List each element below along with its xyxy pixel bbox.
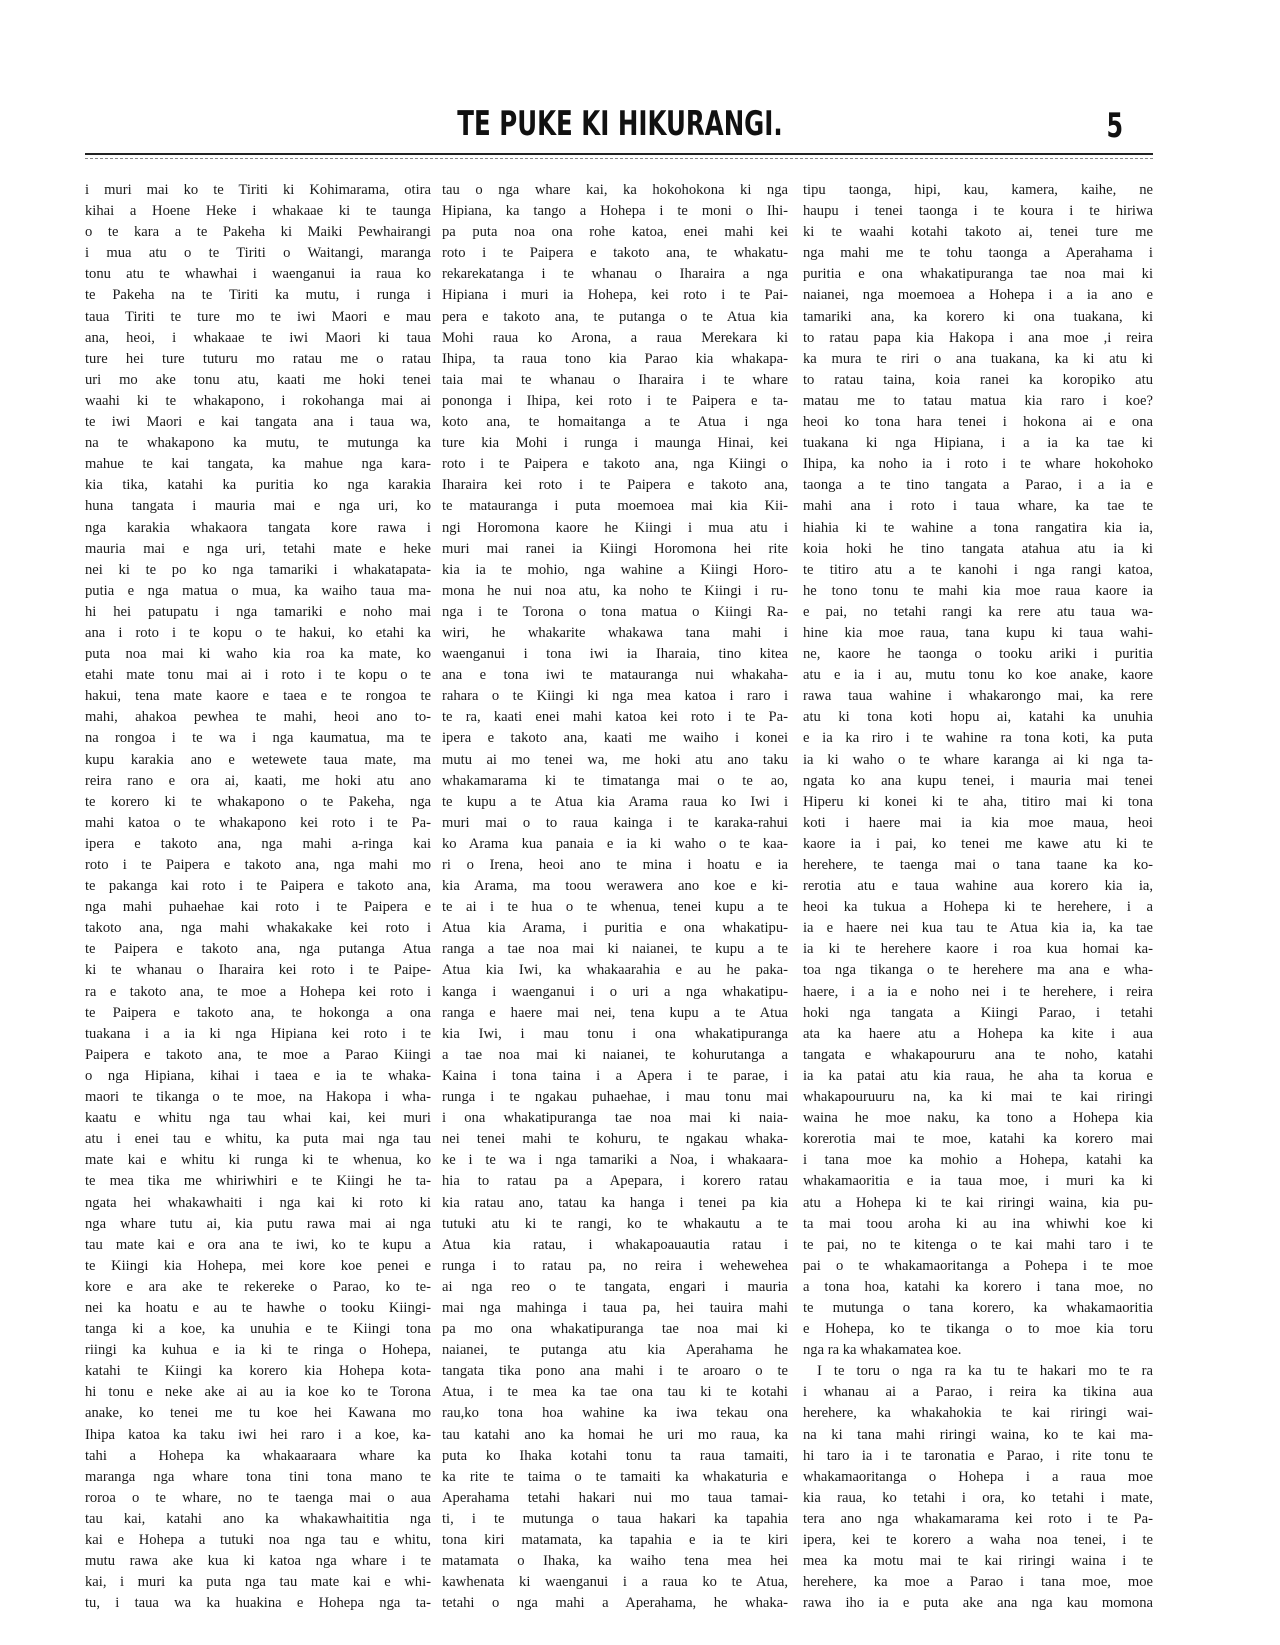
text-line: rawa taua wahine i whakarongo mai, ka rere: [803, 688, 1153, 705]
text-line: mutu ai mo tenei wa, me hoki atu ano taku: [442, 751, 788, 768]
text-line: he tono tonu te mahi kia moe raua kaore ia: [803, 582, 1153, 599]
text-line: mahi, ahakoa pewhea te mahi, heoi ano to-: [85, 709, 431, 726]
text-line: hi tonu e neke ake ai au ia koe ko te Torona: [85, 1384, 431, 1401]
text-line: pai o te whakamaoritanga a Pohepa i te moe: [803, 1257, 1153, 1274]
text-line: puta noa mai ki waho kia roa ka mate, ko: [85, 646, 431, 663]
text-line: kia Iwi, i mau tonu i ona whakatipuranga: [442, 1025, 788, 1042]
text-line: Atua kia ratau, i whakapoauautia ratau i: [442, 1236, 788, 1253]
text-line: rawa iho ia e puta ake ana nga kau momona: [803, 1595, 1153, 1612]
text-line: mahi katoa o te whakapono kei roto i te Pa-: [85, 814, 431, 831]
text-line: a tona hoa, katahi ka korero i tana moe, no: [803, 1278, 1153, 1295]
text-line: Mohi raua ko Arona, a raua Merekara ki: [442, 329, 788, 346]
text-line: ka rite te taima o te tamaiti ka whakaturia e: [442, 1468, 788, 1485]
text-line: nga i te Torona o tona matua o Kiingi Ra-: [442, 603, 788, 620]
text-line: katahi te Kiingi ka korero kia Hohepa kota-: [85, 1363, 431, 1380]
text-line: tanga ki a koe, ka unuhia e te Kiingi tona: [85, 1321, 431, 1338]
text-line: ia ki te herehere kaore i roa kua homai ka-: [803, 941, 1153, 958]
text-line: mahi ana i roto i taua whare, ka tae te: [803, 498, 1153, 515]
text-line: atu i enei tau e whitu, ka puta mai nga tau: [85, 1131, 431, 1148]
text-line: uri mo ake tonu atu, kaati me hoki tenei: [85, 371, 431, 388]
text-line: ngi Horomona kaore he Kiingi i mua atu i: [442, 519, 788, 536]
text-line: kawhenata ki waenganui i a raua ko te Atua,: [442, 1574, 788, 1591]
text-line: kai e Hohepa a tutuki noa nga tau e whitu,: [85, 1532, 431, 1548]
text-line: koia hoki he tino tangata atahua atu ia ki: [803, 540, 1153, 557]
text-line: Aperahama tetahi hakari nui mo taua tamai-: [442, 1489, 788, 1506]
text-line: ranga a tae noa mai ki naianei, te kupu a te: [442, 941, 788, 958]
text-line: atu a Hohepa ki te kai riringi waina, kia pu-: [803, 1194, 1153, 1211]
newspaper-title: TE PUKE KI HIKURANGI.: [457, 104, 783, 144]
text-line: ti, i te mutunga o taua hakari ka tapahia: [442, 1510, 788, 1527]
text-line: kia ratau ano, tatau ka hanga i tenei pa kia: [442, 1194, 788, 1211]
text-column-2: [442, 180, 788, 1614]
text-line: kaatu e whitu nga tau whai kai, kei muri: [85, 1110, 431, 1127]
text-line: pa mo ona whakatipuranga tae noa mai ki: [442, 1321, 788, 1338]
text-line: Kaina i tona taina i a Apera i te parae, i: [442, 1067, 788, 1084]
text-line: heoi ka tukua a Hohepa ki te herehere, i a: [803, 899, 1153, 916]
text-line: e Hohepa, ko te tikanga o to moe kia toru: [803, 1321, 1153, 1338]
text-line: e pai, no tetahi rangi ka rere atu taua wa-: [803, 603, 1153, 620]
text-line: kaore ia i pai, ko tenei me kawe atu ki te: [803, 835, 1153, 852]
header-rule-thin: [85, 158, 1153, 159]
text-line: tera ano nga whakamarama kei roto i te Pa-: [803, 1510, 1153, 1527]
text-line: i ona whakatipuranga tae noa mai ki naia-: [442, 1110, 788, 1127]
text-line: roto i te Paipera e takoto ana, te whakatu-: [442, 245, 788, 262]
text-line: ki te whanau o Iharaira kei roto i te Paipe-: [85, 962, 431, 979]
text-line: i tana moe ka mohio a Hohepa, katahi ka: [803, 1152, 1153, 1169]
text-line: mai nga mahinga i taua pa, hei tauira mahi: [442, 1299, 788, 1316]
text-line: kia Arama, ma toou werawera ano koe e ki-: [442, 878, 788, 895]
text-line: matau me to tatau matua kia raro i koe?: [803, 392, 1153, 409]
text-line: hakui, tena mate kaore e taea e te rongoa te: [85, 688, 431, 705]
text-line: te iwi Maori e kai tangata ana i taua wa,: [85, 414, 431, 431]
text-line: te mutunga o tana korero, ka whakamaoritia: [803, 1299, 1153, 1316]
header-rule: [85, 153, 1153, 155]
text-line: Ihipa, ta raua tono kia Parao kia whakapa-: [442, 350, 788, 367]
text-line: te pakanga kai roto i te Paipera e takoto ana,: [85, 878, 431, 895]
text-line: kia raua, ko tetahi i ora, ko tetahi i mate,: [803, 1489, 1153, 1506]
text-line: Atua kia Arama, i puritia e ona whakatipu-: [442, 920, 788, 937]
text-line: whakamaoritanga o Hohepa i a raua moe: [803, 1468, 1153, 1485]
text-line: tuakana ki nga Hipiana, i a ia ka tae ki: [803, 435, 1153, 452]
text-line: a tae noa mai ki naianei, te kohurutanga a: [442, 1046, 788, 1063]
text-line: ka mura te riri o ana tuakana, ka ki atu ki: [803, 350, 1153, 367]
text-line: taonga a te tino tangata a Parao, i a ia e: [803, 477, 1153, 494]
text-line: i whanau ai a Parao, i reira ka tikina aua: [803, 1384, 1153, 1401]
text-line: nei tenei mahi te kohuru, te ngakau whaka-: [442, 1131, 788, 1148]
text-line: herehere, ka whakahokia te kai riringi wai-: [803, 1405, 1153, 1422]
text-line: ata ka haere atu a Hohepa ka kite i aua: [803, 1025, 1153, 1042]
text-line: tau katahi ano ka homai he uri mo raua, ka: [442, 1426, 788, 1443]
text-line: ipera e takoto ana, nga mahi a-ringa kai: [85, 835, 431, 852]
text-line: pononga i Ihipa, kei roto i te Paipera e ta-: [442, 392, 788, 409]
text-line: hia to ratau pa a Apepara, i korero ratau: [442, 1173, 788, 1190]
text-line: wiri, he whakarite whakawa tana mahi i: [442, 624, 788, 641]
text-line: tahi a Hohepa ka whakaaraara whare ka: [85, 1447, 431, 1464]
text-line: matamata o Ihaka, ka waiho tena mea hei: [442, 1553, 788, 1570]
text-line: mona he nui noa atu, ka noho te Kiingi i ru-: [442, 582, 788, 599]
text-line: I te toru o nga ra ka tu te hakari mo te ra: [817, 1363, 1153, 1380]
text-line: o te kara a te Pakeha ki Maiki Pewhairangi: [85, 224, 431, 241]
text-line: tangata tika pono ana mahi i te aroaro o te: [442, 1363, 788, 1380]
text-line: roroa o te whare, no te taenga mai o aua: [85, 1489, 431, 1506]
text-line: ta mai toou aroha ki au ina whiwhi koe ki: [803, 1215, 1153, 1232]
text-line: kupu karakia ano e wetewete taua mate, ma: [85, 751, 431, 768]
text-line: te pai, no te kitenga o te kai mahi taro i te: [803, 1236, 1153, 1253]
text-line: heoi ko tona hara tenei i hokona ai e ona: [803, 414, 1153, 431]
text-line: tutuki atu ki te rangi, ko te whakautu a te: [442, 1215, 788, 1232]
text-line: waenganui i tona iwi ia Iharaia, tino kitea: [442, 646, 788, 663]
text-line: tuakana i a ia ki nga Hipiana kei roto i te: [85, 1025, 431, 1042]
text-line: takoto ana, nga mahi whakakake kei roto i: [85, 920, 431, 937]
text-line: te ai i te hua o te whenua, tenei kupu a te: [442, 899, 788, 916]
text-line: kore e ara ake te rekereke o Parao, ko te-: [85, 1278, 431, 1295]
paragraph: [803, 180, 1153, 1361]
text-line: kanga i waenganui i o uri a nga whakatipu-: [442, 983, 788, 1000]
text-line: ture kia Mohi i runga i maunga Hinai, kei: [442, 435, 788, 452]
text-line: nei ki te po ko nga tamariki i whakatapata-: [85, 561, 431, 578]
text-line: anake, ko tenei me tu koe hei Kawana mo: [85, 1405, 431, 1422]
text-line: whakamaoritia e ia taua moe, i muri ka ki: [803, 1173, 1153, 1190]
text-line: mutu rawa ake kua ki katoa nga whare i te: [85, 1553, 431, 1570]
text-line: to ratau papa kia Hakopa i ana moe ,i reira: [803, 329, 1153, 346]
text-line: Ihipa, ka noho ia i roto i te whare hokohoko: [803, 456, 1153, 473]
text-line: e ia ka riro i te wahine ra tona koti, ka puta: [803, 730, 1153, 747]
text-line: ke i te wa i nga tamariki a Noa, i whakaara-: [442, 1152, 788, 1169]
text-line: puta ko Ihaka kotahi tonu ta raua tamaiti,: [442, 1447, 788, 1464]
text-line: herehere, ka moe a Parao i tana moe, moe: [803, 1574, 1153, 1591]
text-line: ki te waahi kotahi takoto ai, tenei ture me: [803, 224, 1153, 241]
text-line: ia e haere nei kua tau te Atua kia ia, ka tae: [803, 920, 1153, 937]
text-line: kia ia te mohio, nga wahine a Kiingi Horo-: [442, 561, 788, 578]
text-line: kihai a Hoene Heke i whakaae ki te taunga: [85, 203, 431, 220]
text-line: nga ra ka whakamatea koe.: [803, 1342, 962, 1359]
text-line: te matauranga i puta moemoea mai kia Kii-: [442, 498, 788, 515]
text-line: tau o nga whare kai, ka hokohokona ki nga: [442, 182, 788, 198]
text-line: haupu i tenei taonga i te koura i te hiriwa: [803, 203, 1153, 220]
text-line: pa puta noa ona rohe katoa, enei mahi kei: [442, 224, 788, 241]
text-line: ngata hei whakawhaiti i nga kai ki roto ki: [85, 1194, 431, 1211]
text-line: ra e takoto ana, te moe a Hohepa kei roto i: [85, 983, 431, 1000]
text-line: waahi ki te whakapono, i rokohanga mai ai: [85, 392, 431, 409]
text-line: na te whakapono ka mutu, te mutunga ka: [85, 435, 431, 452]
text-line: naianei, nga moemoea a Hohepa i a ia ano e: [803, 287, 1153, 304]
text-line: rerotia atu e taua wahine aua korero kia ia,: [803, 878, 1153, 895]
text-line: te Pakeha na te Tiriti ka mutu, i runga i: [85, 287, 431, 304]
text-line: ia ki waho o te whare karanga ai ki nga ta-: [803, 751, 1153, 768]
text-line: taia mai te whanau o Iharaira i te whare: [442, 371, 788, 388]
text-line: pera e takoto ana, te putanga o te Atua kia: [442, 308, 788, 325]
text-line: tonu atu te whawhai i waenganui ia raua ko: [85, 266, 431, 283]
text-line: te Paipera e takoto ana, nga putanga Atua: [85, 941, 431, 958]
text-line: hoki nga tangata a Kiingi Parao, i tetahi: [803, 1004, 1153, 1021]
text-line: hi hei patupatu i nga tamariki e noho mai: [85, 603, 431, 620]
text-line: maori te tikanga o te moe, na Hakopa i wha-: [85, 1089, 431, 1106]
text-line: roto i te Paipera e takoto ana, nga Kiingi o: [442, 456, 788, 473]
text-line: koto ana, te homaitanga a te Atua i nga: [442, 414, 788, 431]
text-line: kai, i muri ka puta nga tau mate kai e whi-: [85, 1574, 431, 1591]
text-line: na ki tana mahi riringi waina, ko te kai ma-: [803, 1426, 1153, 1443]
text-line: ko Arama kua panaia e ia ki waho o te kaa-: [442, 835, 788, 852]
text-line: ana e tona iwi te matauranga nui whakaha-: [442, 667, 788, 684]
text-line: roto i te Paipera e takoto ana, nga mahi mo: [85, 857, 431, 873]
text-line: herehere, te taenga mai o tana taane ka ko-: [803, 857, 1153, 873]
text-column-1: [85, 180, 431, 1614]
text-line: rekarekatanga i te whanau o Iharaira a nga: [442, 266, 788, 283]
text-line: ri o Irena, heoi ano te mina i hoatu e ia: [442, 857, 788, 873]
text-line: mate kai e whitu ki runga ki te whenua, ko: [85, 1152, 431, 1169]
text-line: ipera e takoto ana, kaati me waiho i konei: [442, 730, 788, 747]
text-line: te titiro atu a te kanohi i nga rangi katoa,: [803, 561, 1153, 578]
text-line: rahara o te Kiingi ki nga mea katoa i raro i: [442, 688, 788, 705]
text-line: hi taro ia i te taronatia e Parao, i rite tonu te: [803, 1447, 1153, 1464]
text-line: riingi ka kuhua e ia ki te ringa o Hohepa,: [85, 1342, 431, 1359]
text-line: nga mahi puhaehae kai roto i te Paipera e: [85, 899, 431, 916]
text-line: taua Tiriti te ture mo te iwi Maori e mau: [85, 308, 431, 325]
text-line: toa nga tikanga o te herehere ma ana e wha-: [803, 962, 1153, 979]
text-line: kia tika, katahi ka puritia ko nga karakia: [85, 477, 431, 494]
text-line: Ihipa katoa ka taku iwi hei raro i a koe, ka-: [85, 1426, 431, 1443]
text-line: tipu taonga, hipi, kau, kamera, kaihe, ne: [803, 182, 1153, 198]
text-line: nga mahi me te tohu taonga a Aperahama i: [803, 245, 1153, 262]
text-line: tamariki ana, ka korero ki ona tuakana, ki: [803, 308, 1153, 325]
paragraph: [803, 1361, 1153, 1614]
text-line: i muri mai ko te Tiriti ki Kohimarama, otira: [85, 182, 431, 198]
text-line: hiahia ki te wahine a tona rangatira kia ia,: [803, 519, 1153, 536]
text-line: reira rano e ora ai, kaati, me hoki atu ano: [85, 772, 431, 789]
text-line: i mua atu o te Tiriti o Waitangi, maranga: [85, 245, 431, 262]
text-line: haere, i a ia e noho nei i te herehere, i reira: [803, 983, 1153, 1000]
text-line: ture hei ture tuturu mo ratau me o ratau: [85, 350, 431, 367]
text-line: te Paipera e takoto ana, te hokonga a ona: [85, 1004, 431, 1021]
text-line: runga i to ratau pa, no reira i wehewehea: [442, 1257, 788, 1274]
text-line: waina he moe naku, ka tono a Hohepa kia: [803, 1110, 1153, 1127]
text-line: Atua, i te mea ka tae ona tau ki te kotahi: [442, 1384, 788, 1401]
text-line: huna tangata i mauria mai e nga uri, ko: [85, 498, 431, 515]
text-line: ana, heoi, i whakaae te iwi Maori ki taua: [85, 329, 431, 346]
text-line: te korero ki te whakapono o te Pakeha, nga: [85, 793, 431, 810]
text-line: te ra, kaati enei mahi katoa kei roto i te Pa-: [442, 709, 788, 726]
text-line: te mea tika me whiriwhiri e te Kiingi he ta-: [85, 1173, 431, 1190]
text-line: te kupu a te Atua kia Arama raua ko Iwi i: [442, 793, 788, 810]
text-line: whakapouruuru na, ka ki mai te kai riringi: [803, 1089, 1153, 1106]
text-line: te Kiingi kia Hohepa, mei kore koe penei e: [85, 1257, 431, 1274]
paragraph: [85, 180, 431, 1614]
text-line: nga karakia whakaora tangata kore rawa i: [85, 519, 431, 536]
text-line: puritia e ona whakatipuranga tae noa mai ki: [803, 266, 1153, 283]
text-line: koti i haere mai ia kia moe maua, heoi: [803, 814, 1153, 831]
text-line: tau mate kai e ora ana te iwi, ko te kupu a: [85, 1236, 431, 1253]
text-line: Iharaira kei roto i te Paipera e takoto ana,: [442, 477, 788, 494]
text-line: mahue te kai tangata, ka mahue nga kara-: [85, 456, 431, 473]
text-column-3: [803, 180, 1153, 1614]
text-line: ia ka patai atu kia raua, he aha ta korua e: [803, 1067, 1153, 1084]
text-line: hine kia moe raua, tana kupu ki taua wahi-: [803, 624, 1153, 641]
text-line: rau,ko tona hoa wahine ka iwa tekau ona: [442, 1405, 788, 1422]
text-line: Hipiana, ka tango a Hohepa i te moni o Ihi-: [442, 203, 788, 220]
text-line: ana i roto i te kopu o te hakui, ko etahi ka: [85, 624, 431, 641]
text-line: tau kai, katahi ano ka whakawhaititia nga: [85, 1510, 431, 1527]
text-line: tetahi o nga mahi a Aperahama, he whaka-: [442, 1595, 788, 1612]
text-line: ngata ko ana kupu tenei, i mauria mai tenei: [803, 772, 1153, 789]
text-line: to ratau taina, koia ranei ka koropiko atu: [803, 371, 1153, 388]
page-number: 5: [1106, 106, 1124, 146]
text-line: o nga Hipiana, kihai i taea e ia te whaka-: [85, 1067, 431, 1084]
text-line: Atua kia Iwi, ka whakaarahia e au he paka-: [442, 962, 788, 979]
text-line: putia e nga matua o mua, ka waiho taua ma-: [85, 582, 431, 599]
text-line: Hiperu ki konei ki te aha, titiro mai ki tona: [803, 793, 1153, 810]
text-line: muri mai o to raua kainga i te karaka-rahui: [442, 814, 788, 831]
text-line: tangata e whakapoururu ana te noho, katahi: [803, 1046, 1153, 1063]
text-line: na rongoa i te wa i nga kaumatua, ma te: [85, 730, 431, 747]
paragraph: [442, 180, 788, 1614]
text-line: maranga nga whare tona tini tona mano te: [85, 1468, 431, 1485]
text-line: nei ka hoatu e au te hawhe o tooku Kiingi-: [85, 1299, 431, 1316]
text-line: Hipiana i muri ia Hohepa, kei roto i te Pai-: [442, 287, 788, 304]
text-line: atu ki tona koti hopu ai, katahi ka unuhia: [803, 709, 1153, 726]
text-line: korerotia mai te moe, katahi ka korero mai: [803, 1131, 1153, 1148]
text-line: ranga e haere mai nei, tena kupu a te Atua: [442, 1004, 788, 1021]
text-line: tona kiri matamata, ka tapahia e ia te kiri: [442, 1532, 788, 1548]
text-line: mea ka motu mai te kai riringi waina i te: [803, 1553, 1153, 1570]
text-line: etahi mate tonu mai ai i roto i te kopu o te: [85, 667, 431, 684]
text-line: tu, i taua wa ka huakina e Hohepa nga ta-: [85, 1595, 431, 1612]
text-line: Paipera e takoto ana, te moe a Parao Kiingi: [85, 1046, 431, 1063]
text-line: naianei, te putanga atu kia Aperahama he: [442, 1342, 788, 1359]
text-line: atu e ia i au, mutu tonu ko koe anake, kaore: [803, 667, 1153, 684]
text-line: muri mai ranei ia Kiingi Horomona hei rite: [442, 540, 788, 557]
text-line: whakamarama ki te timatanga mai o te ao,: [442, 772, 788, 789]
text-line: ai nga reo o te tangata, engari i mauria: [442, 1278, 788, 1295]
text-line: mauria mai e nga uri, tetahi mate e heke: [85, 540, 431, 557]
text-line: nga whare tutu ai, kia putu rawa mai ai nga: [85, 1215, 431, 1232]
text-line: ipera, kei te korero a waha noa tenei, i te: [803, 1532, 1153, 1548]
text-line: runga i te ngakau puhaehae, i mau tonu mai: [442, 1089, 788, 1106]
text-line: ne, kaore he taonga o tooku ariki i puritia: [803, 646, 1153, 663]
